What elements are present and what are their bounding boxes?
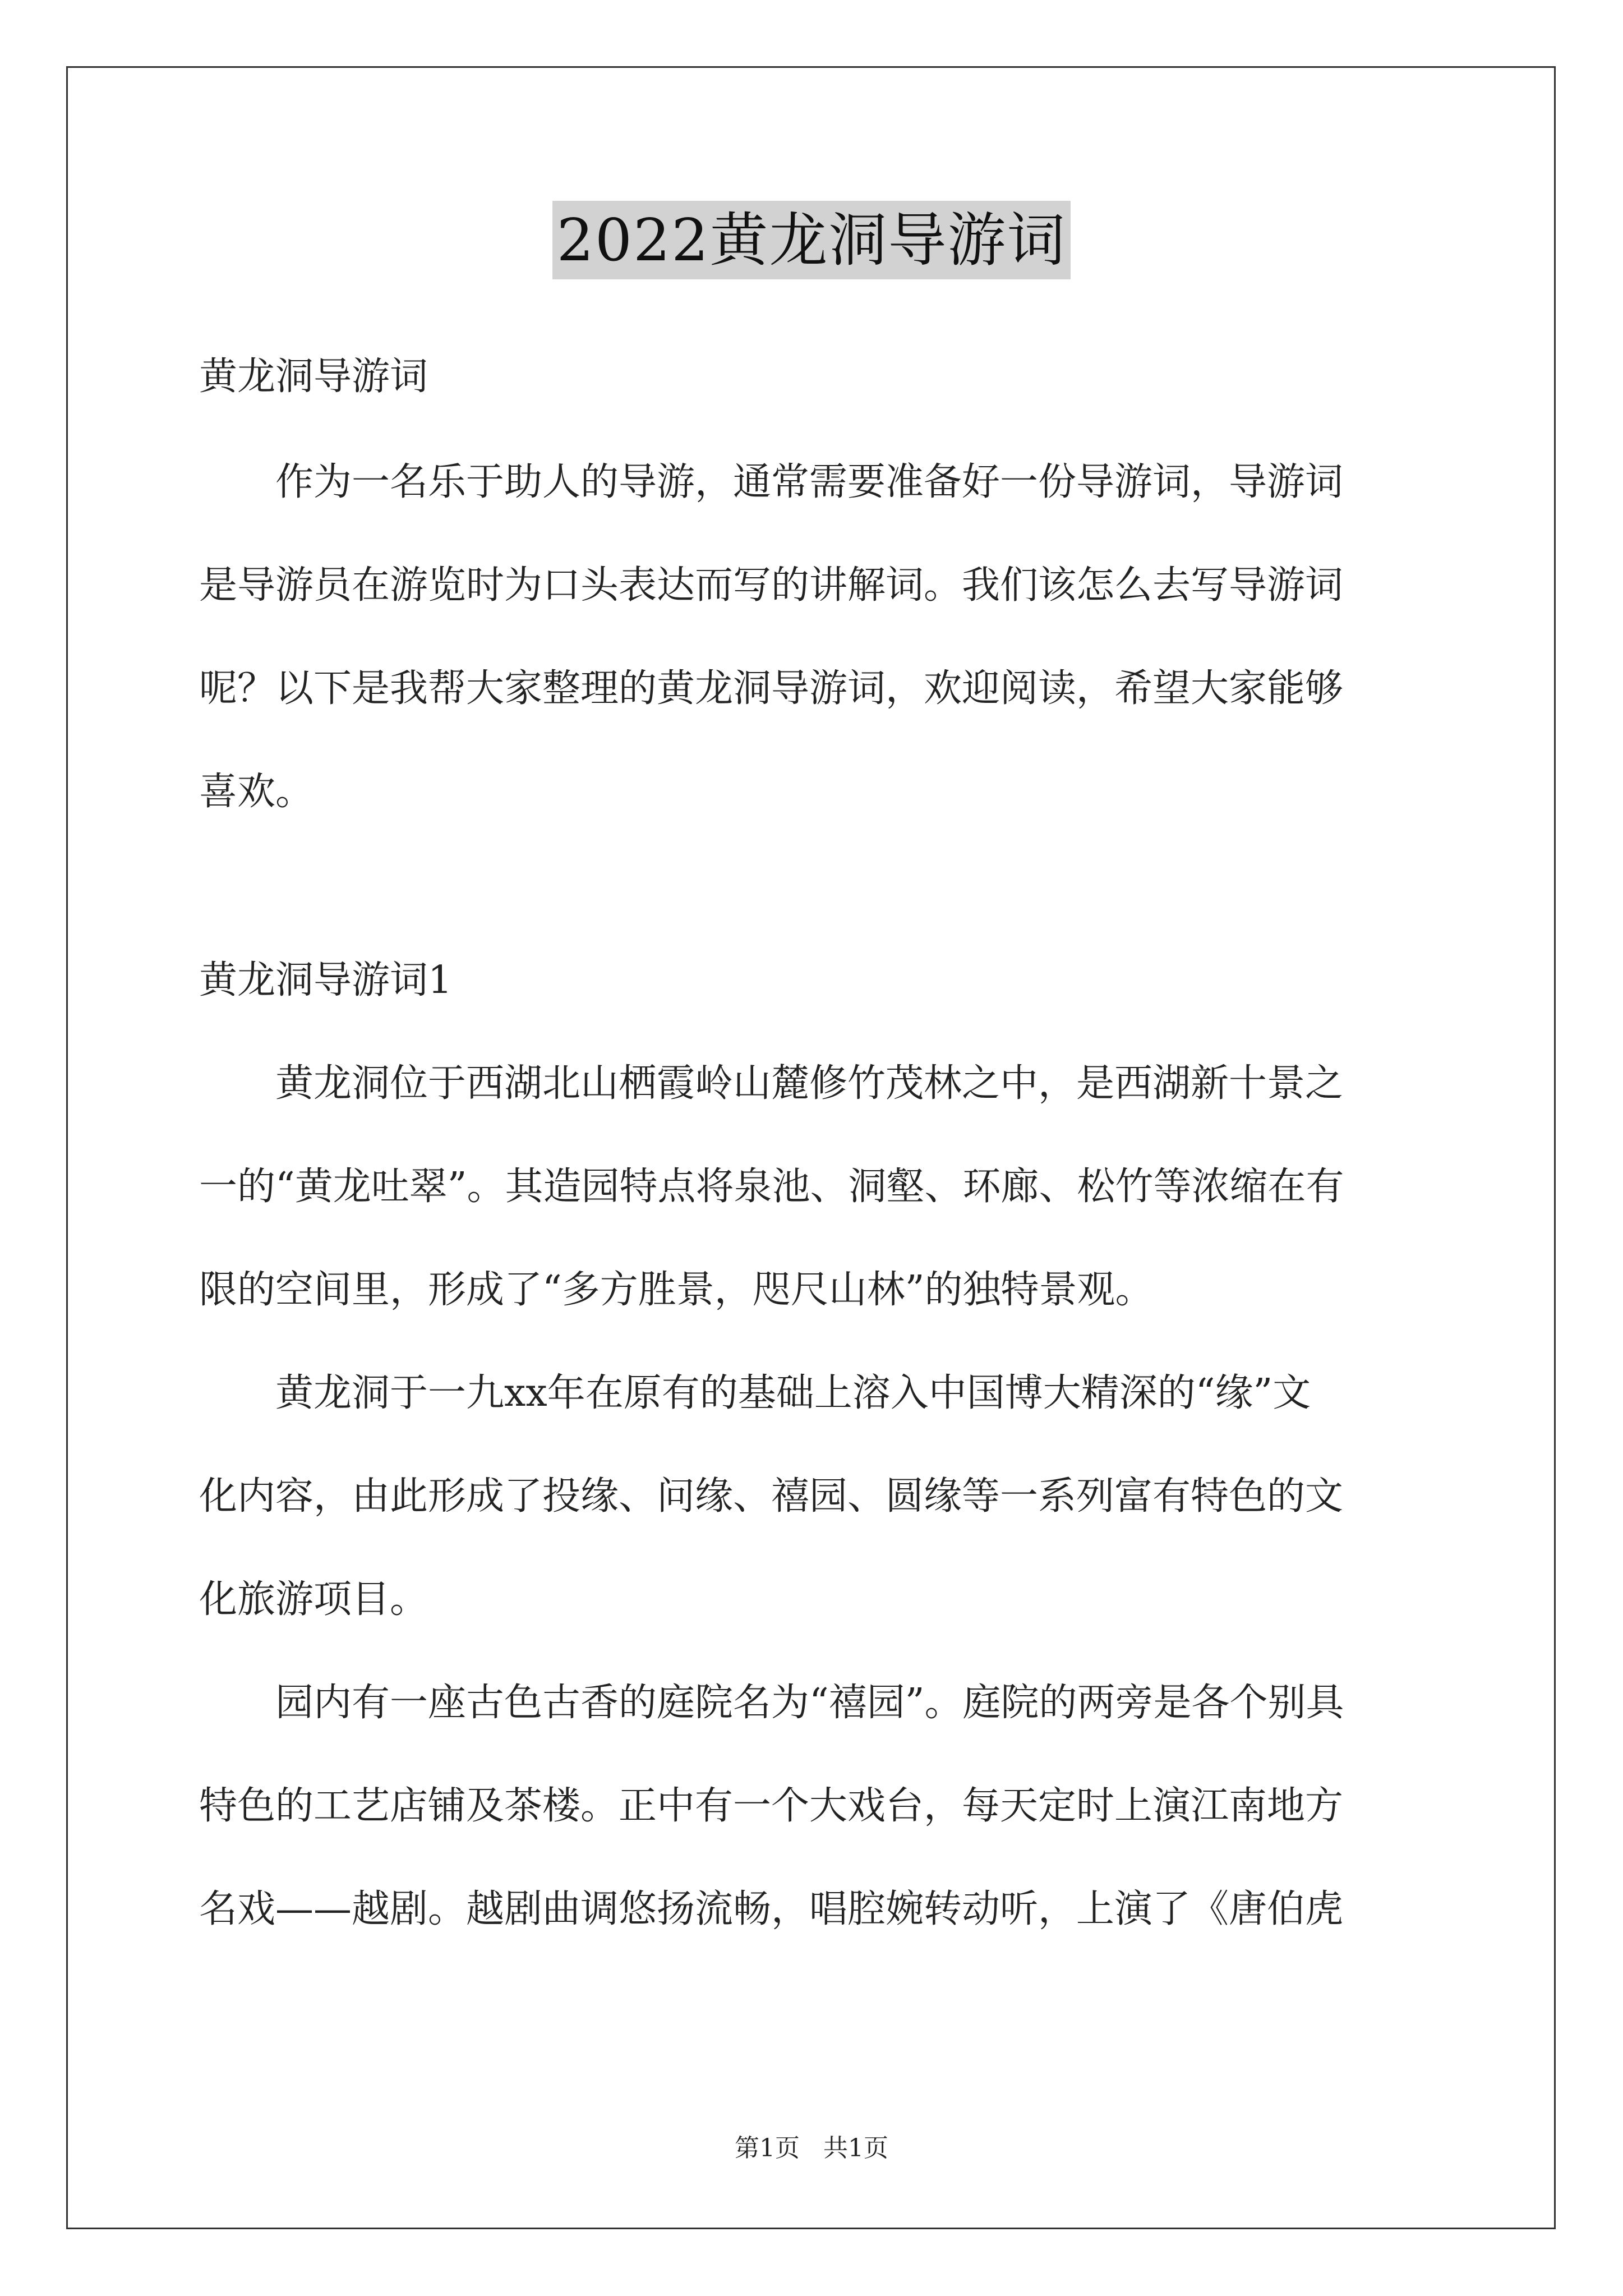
intro-line-4: 喜欢。 [199,770,314,814]
page-footer [0,2132,1623,2165]
section-1-line-1: 黄龙洞位于西湖北山栖霞岭山麓修竹茂林之中，是西湖新十景之 [199,1061,1344,1106]
title-container [0,201,1623,279]
section-1-line-3: 限的空间里，形成了“多方胜景，咫尺山林”的独特景观。 [199,1268,1154,1312]
section-1-line-9: 名戏——越剧。越剧曲调悠扬流畅，唱腔婉转动听，上演了《唐伯虎 [199,1887,1344,1931]
section-1-line-7: 园内有一座古色古香的庭院名为“禧园”。庭院的两旁是各个别具 [199,1681,1344,1725]
document-title: 2022黄龙洞导游词 [552,201,1071,279]
page-total: 共1页 [823,2134,888,2162]
section-1-line-8: 特色的工艺店铺及茶楼。正中有一个大戏台，每天定时上演江南地方 [199,1784,1344,1828]
document-subtitle: 黄龙洞导游词 [199,355,428,399]
intro-line-3: 呢？以下是我帮大家整理的黄龙洞导游词，欢迎阅读，希望大家能够 [199,666,1344,711]
intro-line-1: 作为一名乐于助人的导游，通常需要准备好一份导游词，导游词 [199,460,1344,504]
section-1-heading: 黄龙洞导游词1 [199,958,453,1002]
section-1-line-2: 一的“黄龙吐翠”。其造园特点将泉池、洞壑、环廊、松竹等浓缩在有 [199,1165,1344,1209]
section-1-line-6: 化旅游项目。 [199,1577,428,1622]
intro-line-2: 是导游员在游览时为口头表达而写的讲解词。我们该怎么去写导游词 [199,563,1344,608]
section-1-line-5: 化内容，由此形成了投缘、问缘、禧园、圆缘等一系列富有特色的文 [199,1474,1344,1519]
page-number: 第1页 [735,2134,800,2162]
section-1-line-4: 黄龙洞于一九xx年在原有的基础上溶入中国博大精深的“缘”文 [199,1371,1311,1415]
